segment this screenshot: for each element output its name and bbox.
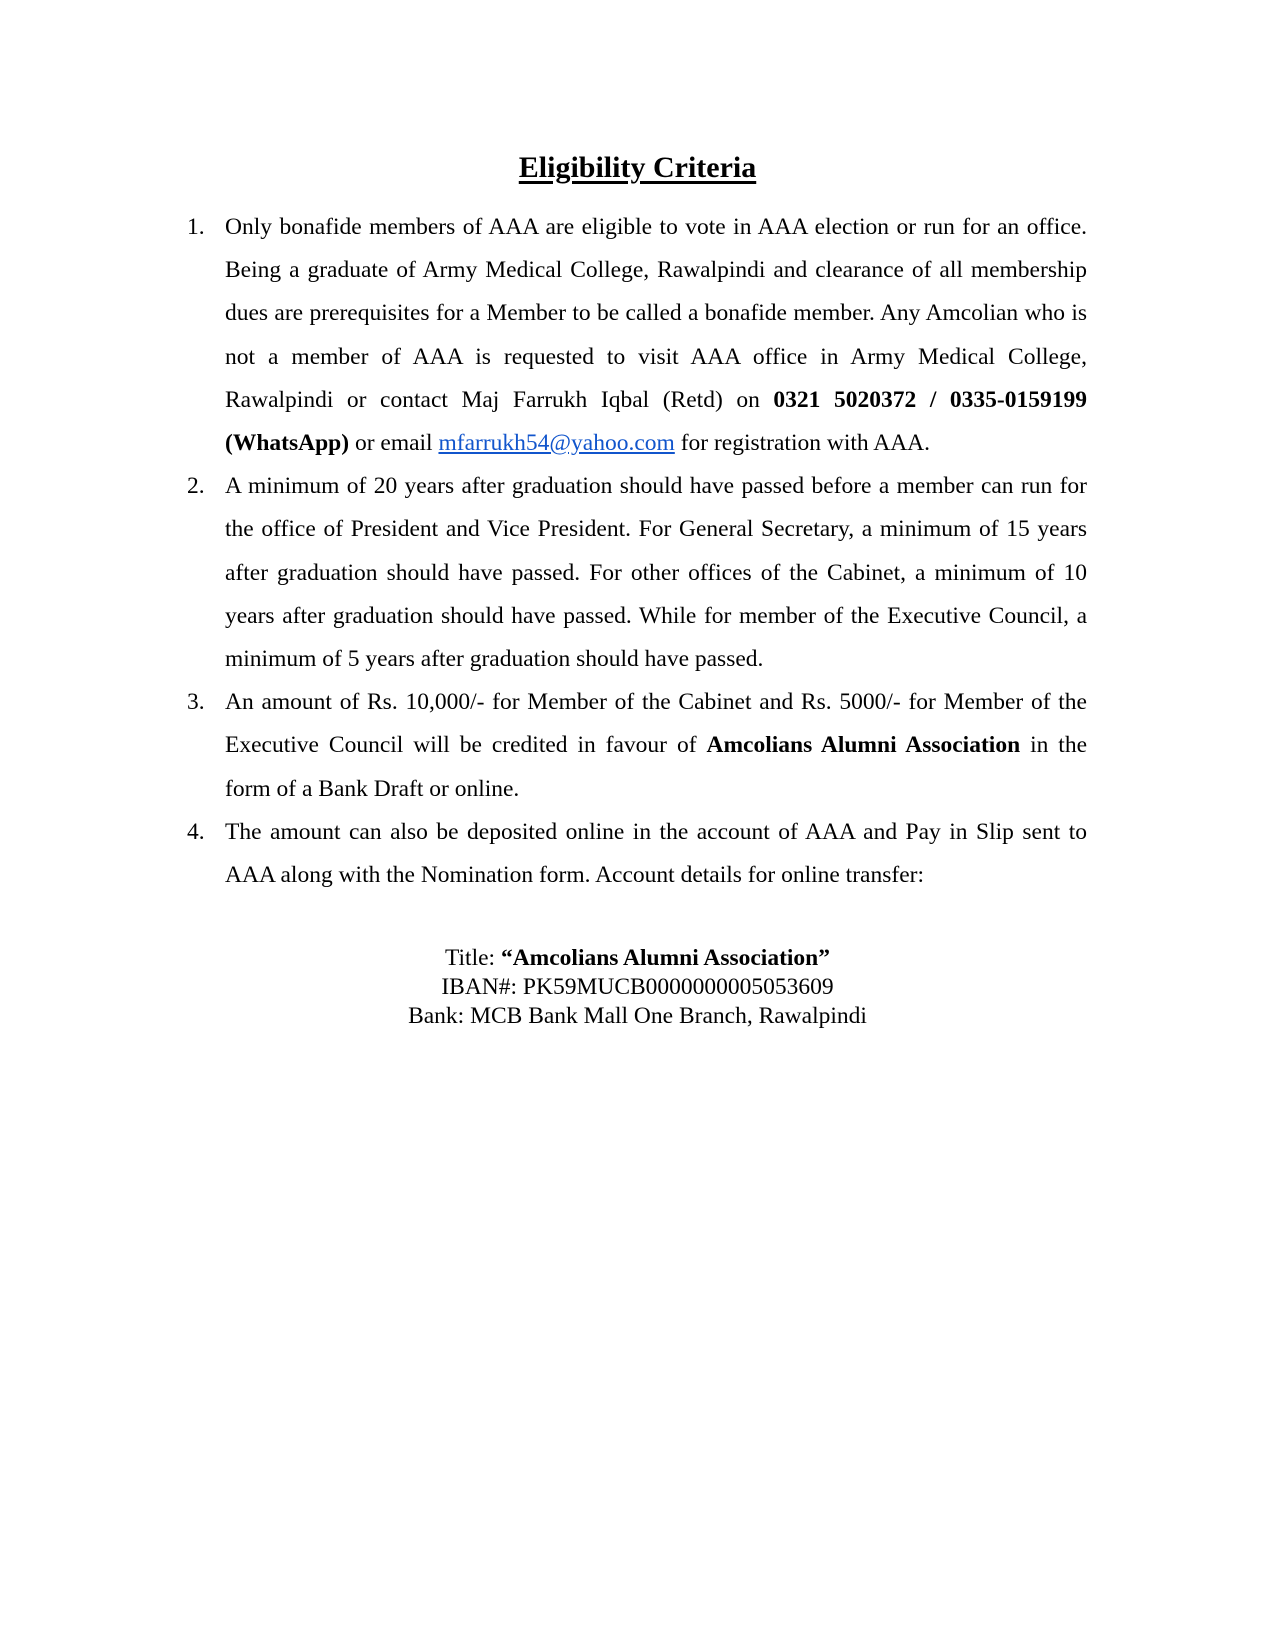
list-number: 2.	[187, 473, 205, 500]
list-item-1	[187, 206, 1087, 465]
item-text: A minimum of 20 years after graduation should have passed before a member can run for the office of President and Vice President. For General Secretary, a minimum of 15 years after graduation should have passed. For other offices of the Cabinet, a minimum of 10 years after graduation should have passed. While for member of the Executive Council, a minimum of 5 years after graduation should have passed.	[225, 473, 1087, 673]
item-text: Only bonafide members of AAA are eligible to vote in AAA election or run for an office. Being a graduate of Army Medical College, Rawalpindi and clearance of all membership dues are prerequisites for a Member to be called a bonafide member. Any Amcolian who is not a member of AAA is requested to visit AAA office in Army Medical College, Rawalpindi or contact Maj Farrukh Iqbal (Retd) on	[225, 214, 1087, 413]
account-title-value: “Amcolians Alumni Association”	[500, 945, 830, 971]
account-bank: Bank: MCB Bank Mall One Branch, Rawalpindi	[408, 1003, 867, 1029]
account-title-label: Title:	[445, 945, 501, 971]
list-item-3	[187, 681, 1088, 811]
list-number: 3.	[187, 689, 205, 716]
list-item-4	[187, 811, 1087, 897]
account-iban: IBAN#: PK59MUCB0000000005053609	[441, 974, 834, 1000]
account-title-line	[0, 944, 1275, 973]
email-link[interactable]: mfarrukh54@yahoo.com	[438, 430, 675, 457]
phone-numbers: 0321 5020372 / 0335-0159199 (WhatsApp)	[225, 386, 1087, 457]
list-number: 1.	[187, 214, 205, 240]
item-text: An amount of Rs. 10,000/- for Member of the Cabinet and Rs. 5000/- for Member of the Executive Council will be credited in favour of	[225, 689, 1087, 759]
association-name: Amcolians Alumni Association	[706, 732, 1021, 759]
item-text: or email	[349, 430, 439, 457]
list-item-2	[187, 465, 1087, 681]
criteria-list	[187, 206, 1088, 897]
item-text: The amount can also be deposited online in the account of AAA and Pay in Slip sent to AAA along with the Nomination form. Account details for online transfer:	[225, 818, 1087, 889]
list-number: 4.	[187, 818, 205, 845]
page-title: Eligibility Criteria	[518, 151, 757, 184]
account-details	[0, 944, 1275, 1031]
item-text: in the form of a Bank Draft or online.	[225, 732, 1088, 802]
item-text: for registration with AAA.	[674, 430, 931, 457]
